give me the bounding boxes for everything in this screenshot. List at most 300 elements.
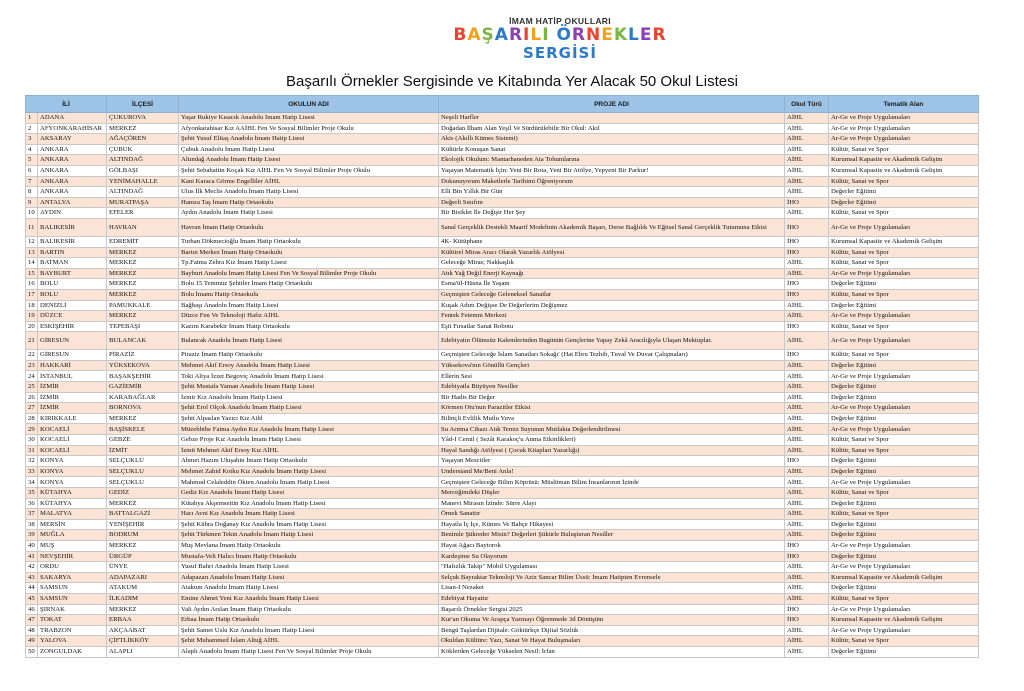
province-cell: KÜTAHYA bbox=[38, 488, 107, 499]
school-type-cell: AİHL bbox=[785, 258, 829, 269]
province-cell: TOKAT bbox=[38, 615, 107, 626]
school-type-cell: AİHL bbox=[785, 509, 829, 520]
thematic-area-cell: Kurumsal Kapasite ve Akademik Gelişim bbox=[829, 572, 979, 583]
thematic-area-cell: Değerler Eğitimi bbox=[829, 187, 979, 198]
project-name-cell: Geçmişten Geleceğe Bilim Köprüsü: Müslüman Bilim İnsanlarının İzinde bbox=[439, 477, 785, 488]
school-name-cell: Turhan Dökmecioğlu İmam Hatip Ortaokulu bbox=[179, 236, 439, 247]
thematic-area-cell: Ar-Ge ve Proje Uygulamaları bbox=[829, 403, 979, 414]
district-cell: GEBZE bbox=[107, 435, 179, 446]
project-name-cell: Hayal Sandığı Atölyesi ( Çocuk Kitapları Yazarlığı) bbox=[439, 445, 785, 456]
school-type-cell: AİHL bbox=[785, 360, 829, 371]
thematic-area-cell: Kültür, Sanat ve Spor bbox=[829, 176, 979, 187]
project-name-cell: Edebiyatın Ölümsüz Kalemlerinden Bugünün Gençlerine Yapay Zekâ Aracılığıyla Ulaşan Mektuplar. bbox=[439, 332, 785, 350]
school-type-cell: AİHL bbox=[785, 488, 829, 499]
project-name-cell: Edebiyatla Büyüyen Nesiller bbox=[439, 382, 785, 393]
school-name-cell: Piraziz İmam Hatip Ortaokulu bbox=[179, 350, 439, 361]
table-row bbox=[26, 360, 979, 371]
district-cell: ALTINDAĞ bbox=[107, 187, 179, 198]
school-name-cell: Adapazarı Anadolu İmam Hatip Lisesi bbox=[179, 572, 439, 583]
district-cell: MERKEZ bbox=[107, 268, 179, 279]
school-type-cell: AİHL bbox=[785, 530, 829, 541]
district-cell: GEDİZ bbox=[107, 488, 179, 499]
column-header-school-type: Okul Türü bbox=[785, 96, 829, 113]
table-row bbox=[26, 134, 979, 145]
school-name-cell: Gebze Proje Kız Anadolu İmam Hatip Lisesi bbox=[179, 435, 439, 446]
row-number-cell: 14 bbox=[26, 258, 38, 269]
district-cell: SELÇUKLU bbox=[107, 456, 179, 467]
thematic-area-cell: Değerler Eğitimi bbox=[829, 498, 979, 509]
table-row bbox=[26, 456, 979, 467]
row-number-cell: 28 bbox=[26, 413, 38, 424]
school-type-cell: İHO bbox=[785, 236, 829, 247]
table-row bbox=[26, 445, 979, 456]
school-name-cell: Şehit Samet Uslu Kız Anadolu İmam Hatip Lisesi bbox=[179, 625, 439, 636]
school-type-cell: İHO bbox=[785, 551, 829, 562]
project-name-cell: Atık Yağ Değil Enerji Kaynağı bbox=[439, 268, 785, 279]
row-number-cell: 10 bbox=[26, 208, 38, 219]
school-type-cell: AİHL bbox=[785, 477, 829, 488]
project-name-cell: Su Arıtma Cihazı Atık Temiz Suyunun Mutfakta Değerlendirilmesi bbox=[439, 424, 785, 435]
district-cell: GÖLBAŞI bbox=[107, 165, 179, 176]
row-number-cell: 37 bbox=[26, 509, 38, 520]
district-cell: PİRAZİZ bbox=[107, 350, 179, 361]
row-number-cell: 3 bbox=[26, 134, 38, 145]
project-name-cell: Köklerden Geleceğe Yükselen Nesil: İrfan bbox=[439, 646, 785, 657]
table-row bbox=[26, 625, 979, 636]
district-cell: EDREMİT bbox=[107, 236, 179, 247]
school-type-cell: AİHL bbox=[785, 646, 829, 657]
table-row bbox=[26, 332, 979, 350]
province-cell: HAKKARİ bbox=[38, 360, 107, 371]
row-number-cell: 45 bbox=[26, 593, 38, 604]
province-cell: BATMAN bbox=[38, 258, 107, 269]
school-type-cell: AİHL bbox=[785, 134, 829, 145]
school-type-cell: AİHL bbox=[785, 413, 829, 424]
row-number-cell: 41 bbox=[26, 551, 38, 562]
province-cell: KOCAELİ bbox=[38, 424, 107, 435]
thematic-area-cell: Ar-Ge ve Proje Uygulamaları bbox=[829, 268, 979, 279]
province-cell: İZMİR bbox=[38, 403, 107, 414]
school-name-cell: Şehit Mustafa Yaman Anadolu İmam Hatip Lisesi bbox=[179, 382, 439, 393]
table-row bbox=[26, 488, 979, 499]
thematic-area-cell: Değerler Eğitimi bbox=[829, 456, 979, 467]
district-cell: MERKEZ bbox=[107, 413, 179, 424]
province-cell: ADANA bbox=[38, 113, 107, 124]
row-number-cell: 48 bbox=[26, 625, 38, 636]
province-cell: İZMİR bbox=[38, 382, 107, 393]
thematic-area-cell: Kültür, Sanat ve Spor bbox=[829, 488, 979, 499]
project-name-cell: Bir Bisiklet İle Değişir Her Şey bbox=[439, 208, 785, 219]
district-cell: MERKEZ bbox=[107, 289, 179, 300]
province-cell: KÜTAHYA bbox=[38, 498, 107, 509]
table-row bbox=[26, 247, 979, 258]
district-cell: GAZİEMİR bbox=[107, 382, 179, 393]
school-type-cell: İHO bbox=[785, 218, 829, 236]
table-row bbox=[26, 424, 979, 435]
row-number-cell: 6 bbox=[26, 165, 38, 176]
project-name-cell: Kur'an Okuma Ve Arapça Yazmayı Öğrenmede 3d Dönüşüm bbox=[439, 615, 785, 626]
province-cell: MUĞLA bbox=[38, 530, 107, 541]
project-name-cell: Yüksekova'nın Gönüllü Gençleri bbox=[439, 360, 785, 371]
project-name-cell: Yâd-I Cemil ( Sezâi Karakoç'u Anma Etkinlikleri) bbox=[439, 435, 785, 446]
project-name-cell: Sanal Gerçeklik Destekli Maarif Modelinin Akademik Başarı, Derse Bağlılık Ve Eğitsel Sanal Gerçeklik Tutumuna Etkisi bbox=[439, 218, 785, 236]
table-row bbox=[26, 636, 979, 647]
thematic-area-cell: Ar-Ge ve Proje Uygulamaları bbox=[829, 113, 979, 124]
table-row bbox=[26, 300, 979, 311]
district-cell: ERBAA bbox=[107, 615, 179, 626]
school-type-cell: AİHL bbox=[785, 268, 829, 279]
column-header-school: OKULUN ADI bbox=[179, 96, 439, 113]
table-row bbox=[26, 530, 979, 541]
project-name-cell: Eşit Fırsatlar Sanat Robotu bbox=[439, 321, 785, 332]
province-cell: KONYA bbox=[38, 477, 107, 488]
row-number-cell: 8 bbox=[26, 187, 38, 198]
school-name-cell: Muş Mevlana İmam Hatip Ortaokulu bbox=[179, 540, 439, 551]
project-name-cell: Elli Bin Yıllık Bir Gün bbox=[439, 187, 785, 198]
school-type-cell: AİHL bbox=[785, 583, 829, 594]
thematic-area-cell: Kültür, Sanat ve Spor bbox=[829, 636, 979, 647]
project-name-cell: Kültürle Konuşan Sanat bbox=[439, 144, 785, 155]
row-number-cell: 19 bbox=[26, 311, 38, 322]
table-row bbox=[26, 311, 979, 322]
thematic-area-cell: Kültür, Sanat ve Spor bbox=[829, 208, 979, 219]
school-name-cell: Şehit Türkmen Tekin Anadolu İmam Hatip Lisesi bbox=[179, 530, 439, 541]
project-name-cell: Dokunuyorum Maketlerle Tarihimi Öğreniyorum bbox=[439, 176, 785, 187]
row-number-cell: 16 bbox=[26, 279, 38, 290]
district-cell: ÜNYE bbox=[107, 562, 179, 573]
thematic-area-cell: Değerler Eğitimi bbox=[829, 519, 979, 530]
thematic-area-cell: Kültür, Sanat ve Spor bbox=[829, 247, 979, 258]
province-cell: AKSARAY bbox=[38, 134, 107, 145]
project-name-cell: Yaşayan Mescitler bbox=[439, 456, 785, 467]
school-type-cell: AİHL bbox=[785, 382, 829, 393]
thematic-area-cell: Kurumsal Kapasite ve Akademik Gelişim bbox=[829, 615, 979, 626]
row-number-cell: 22 bbox=[26, 350, 38, 361]
project-name-cell: Ekolojik Okulum: Mantarhaneden Ata Tohumlarına bbox=[439, 155, 785, 166]
district-cell: BAŞİSKELE bbox=[107, 424, 179, 435]
row-number-cell: 12 bbox=[26, 236, 38, 247]
table-row bbox=[26, 279, 979, 290]
project-name-cell: Lisan-I Nezaket bbox=[439, 583, 785, 594]
thematic-area-cell: Değerler Eğitimi bbox=[829, 279, 979, 290]
column-header-theme: Tematik Alan bbox=[829, 96, 979, 113]
district-cell: İLKADIM bbox=[107, 593, 179, 604]
row-number-cell: 42 bbox=[26, 562, 38, 573]
project-name-cell: Kardeşime Su Olayorum bbox=[439, 551, 785, 562]
district-cell: AKÇAABAT bbox=[107, 625, 179, 636]
school-name-cell: Şehit Alpaslan Yazıcı Kız Aihl bbox=[179, 413, 439, 424]
thematic-area-cell: Değerler Eğitimi bbox=[829, 382, 979, 393]
thematic-area-cell: Ar-Ge ve Proje Uygulamaları bbox=[829, 218, 979, 236]
school-type-cell: İHO bbox=[785, 350, 829, 361]
school-type-cell: İHO bbox=[785, 604, 829, 615]
project-name-cell: Edebiyat Hayattır bbox=[439, 593, 785, 604]
project-name-cell: Kuşak Adım Değişse De Değerlerim Değişmez bbox=[439, 300, 785, 311]
logo-line-2: SERGİSİ bbox=[523, 44, 597, 62]
thematic-area-cell: Kültür, Sanat ve Spor bbox=[829, 289, 979, 300]
school-type-cell: AİHL bbox=[785, 424, 829, 435]
table-row bbox=[26, 371, 979, 382]
school-type-cell: AİHL bbox=[785, 208, 829, 219]
table-row bbox=[26, 187, 979, 198]
school-type-cell: AİHL bbox=[785, 311, 829, 322]
school-name-cell: Müzehhibe Fatma Aydın Kız Anadolu İmam Hatip Lisesi bbox=[179, 424, 439, 435]
district-cell: MERKEZ bbox=[107, 247, 179, 258]
thematic-area-cell: Ar-Ge ve Proje Uygulamaları bbox=[829, 604, 979, 615]
school-type-cell: AİHL bbox=[785, 187, 829, 198]
school-type-cell: AİHL bbox=[785, 498, 829, 509]
table-row bbox=[26, 615, 979, 626]
province-cell: ANKARA bbox=[38, 176, 107, 187]
thematic-area-cell: Kültür, Sanat ve Spor bbox=[829, 435, 979, 446]
province-cell: MERSİN bbox=[38, 519, 107, 530]
exhibition-logo bbox=[440, 16, 680, 70]
province-cell: ŞIRNAK bbox=[38, 604, 107, 615]
province-cell: KOCAELİ bbox=[38, 445, 107, 456]
table-row bbox=[26, 113, 979, 124]
table-row bbox=[26, 413, 979, 424]
school-name-cell: Toki Aliya İzzet Begoviç Anadolu İmam Hatip Lisesi bbox=[179, 371, 439, 382]
project-name-cell: Esma'ül-Hüsna İle Yaşam bbox=[439, 279, 785, 290]
school-name-cell: İzmit Mehmet Akif Ersoy Kız AİHL bbox=[179, 445, 439, 456]
district-cell: YENİMAHALLE bbox=[107, 176, 179, 187]
school-name-cell: Bağbaşı Anadolu İmam Hatip Lisesi bbox=[179, 300, 439, 311]
project-name-cell: Örnek Sanattır bbox=[439, 509, 785, 520]
row-number-cell: 31 bbox=[26, 445, 38, 456]
row-number-cell: 2 bbox=[26, 123, 38, 134]
district-cell: SELÇUKLU bbox=[107, 466, 179, 477]
province-cell: KOCAELİ bbox=[38, 435, 107, 446]
project-name-cell: Körmen Otu'nun Parazitler Etkisi bbox=[439, 403, 785, 414]
row-number-cell: 11 bbox=[26, 218, 38, 236]
row-number-cell: 50 bbox=[26, 646, 38, 657]
row-number-cell: 38 bbox=[26, 519, 38, 530]
province-cell: MALATYA bbox=[38, 509, 107, 520]
district-cell: EFELER bbox=[107, 208, 179, 219]
row-number-cell: 43 bbox=[26, 572, 38, 583]
province-cell: MUŞ bbox=[38, 540, 107, 551]
row-number-cell: 21 bbox=[26, 332, 38, 350]
school-type-cell: AİHL bbox=[785, 562, 829, 573]
district-cell: YENİŞEHİR bbox=[107, 519, 179, 530]
district-cell: ÇİFTLİKKÖY bbox=[107, 636, 179, 647]
district-cell: MERKEZ bbox=[107, 279, 179, 290]
row-number-cell: 29 bbox=[26, 424, 38, 435]
school-name-cell: Hamza Taş İmam Hatip Ortaokulu bbox=[179, 197, 439, 208]
row-number-cell: 32 bbox=[26, 456, 38, 467]
school-type-cell: AİHL bbox=[785, 371, 829, 382]
project-name-cell: Selçuk Bayraktar Teknoloji Ve Aziz Sancar Bilim Üssü: İmam Hatipten Evrensele bbox=[439, 572, 785, 583]
school-type-cell: AİHL bbox=[785, 519, 829, 530]
school-type-cell: İHO bbox=[785, 247, 829, 258]
table-row bbox=[26, 466, 979, 477]
province-cell: ZONGULDAK bbox=[38, 646, 107, 657]
table-row bbox=[26, 321, 979, 332]
district-cell: İZMİT bbox=[107, 445, 179, 456]
school-name-cell: Atakum Anadolu İmam Hatip Lisesi bbox=[179, 583, 439, 594]
school-name-cell: Kazım Karabekir İmam Hatip Ortaokulu bbox=[179, 321, 439, 332]
school-name-cell: Bayburt Anadolu İmam Hatip Lisesi Fen Ve Sosyal Bilimler Proje Okulu bbox=[179, 268, 439, 279]
table-row bbox=[26, 258, 979, 269]
thematic-area-cell: Ar-Ge ve Proje Uygulamaları bbox=[829, 424, 979, 435]
school-name-cell: Altındağ Anadolu İmam Hatip Lisesi bbox=[179, 155, 439, 166]
thematic-area-cell: Kültür, Sanat ve Spor bbox=[829, 593, 979, 604]
thematic-area-cell: Ar-Ge ve Proje Uygulamaları bbox=[829, 371, 979, 382]
row-number-cell: 25 bbox=[26, 382, 38, 393]
province-cell: KONYA bbox=[38, 466, 107, 477]
thematic-area-cell: Kültür, Sanat ve Spor bbox=[829, 509, 979, 520]
school-name-cell: Düzce Fen Ve Teknoloji Hafız AİHL bbox=[179, 311, 439, 322]
district-cell: BAŞAKŞEHİR bbox=[107, 371, 179, 382]
district-cell: BULANCAK bbox=[107, 332, 179, 350]
table-row bbox=[26, 268, 979, 279]
school-type-cell: AİHL bbox=[785, 435, 829, 446]
thematic-area-cell: Kültür, Sanat ve Spor bbox=[829, 258, 979, 269]
province-cell: YALOVA bbox=[38, 636, 107, 647]
table-row bbox=[26, 646, 979, 657]
school-name-cell: Kani Karaca Görme Engelliler AİHL bbox=[179, 176, 439, 187]
province-cell: ANKARA bbox=[38, 187, 107, 198]
row-number-cell: 23 bbox=[26, 360, 38, 371]
thematic-area-cell: Ar-Ge ve Proje Uygulamaları bbox=[829, 625, 979, 636]
school-name-cell: Mahmud Celaleddin Ökten Anadolu İmam Hatip Lisesi bbox=[179, 477, 439, 488]
row-number-cell: 15 bbox=[26, 268, 38, 279]
row-number-cell: 17 bbox=[26, 289, 38, 300]
district-cell: HAVRAN bbox=[107, 218, 179, 236]
province-cell: ESKİŞEHİR bbox=[38, 321, 107, 332]
school-name-cell: Yusuf Bahri Anadolu İmam Hatip Lisesi bbox=[179, 562, 439, 573]
project-name-cell: Benimle Şükreder Misin? Değerleri Şükürle Buluşturan Nesiller bbox=[439, 530, 785, 541]
district-cell: TEPEBAŞI bbox=[107, 321, 179, 332]
district-cell: MERKEZ bbox=[107, 540, 179, 551]
province-cell: NEVŞEHİR bbox=[38, 551, 107, 562]
school-type-cell: AİHL bbox=[785, 176, 829, 187]
school-name-cell: Gediz Kız Anadolu İmam Hatip Lisesi bbox=[179, 488, 439, 499]
district-cell: BATTALGAZİ bbox=[107, 509, 179, 520]
province-cell: İZMİR bbox=[38, 392, 107, 403]
school-name-cell: Afyonkarahisar Kız AAİHL Fen Ve Sosyal Bilimler Proje Okulu bbox=[179, 123, 439, 134]
school-type-cell: İHO bbox=[785, 279, 829, 290]
project-name-cell: Geçmişten Geleceğe İslam Sanatları Sokağı' (Hat Ebru Tezhib, Tuval Ve Duvar Çalışmaları) bbox=[439, 350, 785, 361]
project-name-cell: Merceğimdeki Düşler bbox=[439, 488, 785, 499]
row-number-cell: 34 bbox=[26, 477, 38, 488]
school-type-cell: AİHL bbox=[785, 572, 829, 583]
logo-subtitle: İMAM HATİP OKULLARI bbox=[509, 16, 611, 26]
school-name-cell: Kütahya Akşemsettin Kız Anadolu İmam Hatip Lisesi bbox=[179, 498, 439, 509]
school-name-cell: Alaplı Anadolu İmam Hatip Lisesi Fen Ve Sosyal Bilimler Proje Okulu bbox=[179, 646, 439, 657]
school-name-cell: Çubuk Anadolu İmam Hatip Lisesi bbox=[179, 144, 439, 155]
project-name-cell: Bir Hadis Bir Değer bbox=[439, 392, 785, 403]
row-number-cell: 30 bbox=[26, 435, 38, 446]
school-name-cell: Tp.Fatma Zehra Kız İmam Hatip Lisesi bbox=[179, 258, 439, 269]
project-name-cell: Başarılı Örnekler Sergisi 2025 bbox=[439, 604, 785, 615]
project-name-cell: Ellerin Sesi bbox=[439, 371, 785, 382]
school-name-cell: Bartın Merkez İmam Hatip Ortaokulu bbox=[179, 247, 439, 258]
thematic-area-cell: Kurumsal Kapasite ve Akademik Gelişim bbox=[829, 165, 979, 176]
table-row bbox=[26, 289, 979, 300]
school-name-cell: Mehmet Zahid Kotku Kız Anadolu İmam Hatip Lisesi bbox=[179, 466, 439, 477]
province-cell: BARTIN bbox=[38, 247, 107, 258]
column-header-province: İLİ bbox=[26, 96, 107, 113]
thematic-area-cell: Değerler Eğitimi bbox=[829, 360, 979, 371]
district-cell: SELÇUKLU bbox=[107, 477, 179, 488]
row-number-cell: 18 bbox=[26, 300, 38, 311]
row-number-cell: 4 bbox=[26, 144, 38, 155]
project-name-cell: Akis (Akıllı Kümes Sistemi) bbox=[439, 134, 785, 145]
row-number-cell: 13 bbox=[26, 247, 38, 258]
table-row bbox=[26, 593, 979, 604]
thematic-area-cell: Ar-Ge ve Proje Uygulamaları bbox=[829, 477, 979, 488]
district-cell: AĞAÇÖREN bbox=[107, 134, 179, 145]
school-name-cell: Emine Ahmet Yeni Kız Anadolu İmam Hatip Lisesi bbox=[179, 593, 439, 604]
row-number-cell: 35 bbox=[26, 488, 38, 499]
school-name-cell: Mehmet Akif Ersoy Anadolu İmam Hatip Lisesi bbox=[179, 360, 439, 371]
row-number-cell: 44 bbox=[26, 583, 38, 594]
table-row bbox=[26, 176, 979, 187]
school-name-cell: Şehit Yusuf Elitaş Anadolu İmam Hatip Lisesi bbox=[179, 134, 439, 145]
school-list-table bbox=[25, 95, 979, 658]
school-type-cell: AİHL bbox=[785, 445, 829, 456]
table-row bbox=[26, 155, 979, 166]
district-cell: BODRUM bbox=[107, 530, 179, 541]
table-row bbox=[26, 144, 979, 155]
school-type-cell: AİHL bbox=[785, 392, 829, 403]
school-name-cell: Ulus İlk Meclis Anadolu İmam Hatip Lisesi bbox=[179, 187, 439, 198]
province-cell: ANKARA bbox=[38, 165, 107, 176]
school-type-cell: AİHL bbox=[785, 155, 829, 166]
school-name-cell: İzmir Kız Anadolu İmam Hatip Lisesi bbox=[179, 392, 439, 403]
province-cell: SAMSUN bbox=[38, 593, 107, 604]
project-name-cell: Okuldan Kültüre: Yazı, Sanat Ve Hayat Buluşmaları bbox=[439, 636, 785, 647]
thematic-area-cell: Kültür, Sanat ve Spor bbox=[829, 350, 979, 361]
table-row bbox=[26, 123, 979, 134]
thematic-area-cell: Kurumsal Kapasite ve Akademik Gelişim bbox=[829, 155, 979, 166]
school-type-cell: İHO bbox=[785, 615, 829, 626]
table-row bbox=[26, 403, 979, 414]
project-name-cell: Geçmişten Geleceğe Geleneksel Sanatlar bbox=[439, 289, 785, 300]
project-name-cell: "Hafızlık Takip" Mobil Uygulaması bbox=[439, 562, 785, 573]
table-header-row bbox=[26, 96, 979, 113]
row-number-cell: 49 bbox=[26, 636, 38, 647]
row-number-cell: 20 bbox=[26, 321, 38, 332]
thematic-area-cell: Kurumsal Kapasite ve Akademik Gelişim bbox=[829, 236, 979, 247]
project-name-cell: Hayatla İç İçe, Kümes Ve Bahçe Hikayesi bbox=[439, 519, 785, 530]
district-cell: MURATPAŞA bbox=[107, 197, 179, 208]
district-cell: MERKEZ bbox=[107, 258, 179, 269]
project-name-cell: Geleceğe Miras; Nakkaşlık bbox=[439, 258, 785, 269]
school-type-cell: İHO bbox=[785, 456, 829, 467]
province-cell: İSTANBUL bbox=[38, 371, 107, 382]
province-cell: ORDU bbox=[38, 562, 107, 573]
school-type-cell: AİHL bbox=[785, 403, 829, 414]
school-name-cell: Şehit Sebahattin Koçak Kız AİHL Fen Ve Sosyal Bilimler Proje Okulu bbox=[179, 165, 439, 176]
school-name-cell: Mustafa-Veli Halıcı İmam Hatip Ortaokulu bbox=[179, 551, 439, 562]
school-name-cell: Şehit Muhammed İslam Altuğ AİHL bbox=[179, 636, 439, 647]
province-cell: BOLU bbox=[38, 279, 107, 290]
table-row bbox=[26, 197, 979, 208]
school-type-cell: AİHL bbox=[785, 593, 829, 604]
thematic-area-cell: Değerler Eğitimi bbox=[829, 551, 979, 562]
school-type-cell: AİHL bbox=[785, 123, 829, 134]
table-row bbox=[26, 572, 979, 583]
table-row bbox=[26, 551, 979, 562]
table-row bbox=[26, 165, 979, 176]
thematic-area-cell: Kültür, Sanat ve Spor bbox=[829, 321, 979, 332]
district-cell: ADAPAZARI bbox=[107, 572, 179, 583]
school-name-cell: Şehit Erol Olçok Anadolu İmam Hatip Lisesi bbox=[179, 403, 439, 414]
table-row bbox=[26, 350, 979, 361]
column-header-project: PROJE ADI bbox=[439, 96, 785, 113]
